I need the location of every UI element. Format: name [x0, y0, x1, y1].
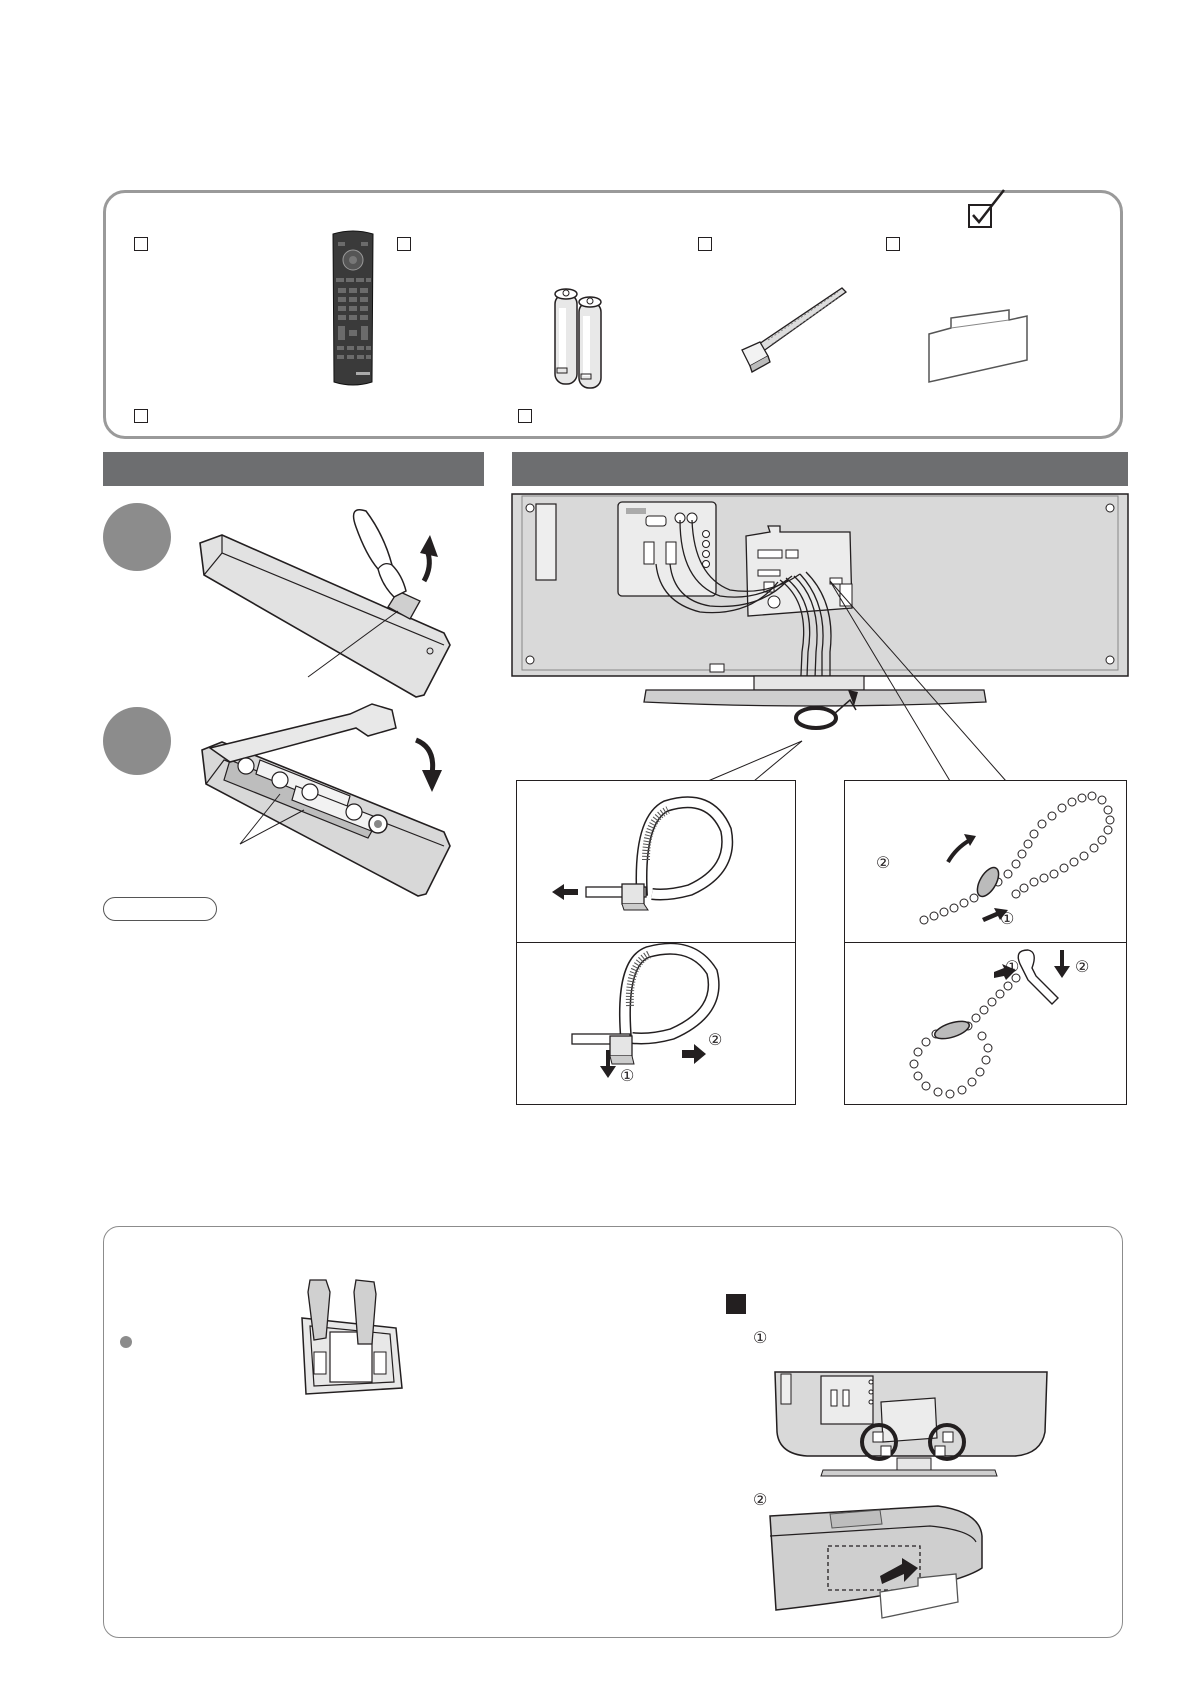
tie-step-1-marker: ① — [620, 1068, 635, 1085]
accessory-checkbox-cover-plate[interactable] — [886, 237, 900, 251]
step-2-badge — [103, 707, 171, 775]
cable-tie-release-icon — [550, 800, 740, 926]
accessory-checkbox-item6[interactable] — [518, 409, 532, 423]
section-square-marker — [726, 1294, 746, 1314]
hook-step-2-marker: ② — [1075, 959, 1090, 976]
accessory-checkbox-item5[interactable] — [134, 409, 148, 423]
bullet-dot — [120, 1336, 132, 1348]
step-1-badge — [103, 503, 171, 571]
remote-insert-batteries-icon — [200, 700, 462, 896]
hook-step-1-marker: ① — [1005, 959, 1020, 976]
note-badge — [103, 897, 217, 921]
zoom-connector-lines — [690, 575, 1050, 781]
accessory-checkbox-cable-tie[interactable] — [698, 237, 712, 251]
remote-open-cover-icon — [198, 505, 460, 700]
mount-step-1-marker: ① — [753, 1330, 768, 1347]
chain-step-2-marker: ② — [876, 855, 891, 872]
cover-plate-insert-icon — [770, 1506, 1006, 1626]
cable-section-header — [512, 452, 1128, 486]
accessory-checkbox-batteries[interactable] — [397, 237, 411, 251]
cable-tie-icon — [738, 284, 848, 372]
tie-step-2-marker: ② — [708, 1032, 723, 1049]
check-mark-icon — [968, 190, 1008, 230]
accessory-checkbox-remote[interactable] — [134, 237, 148, 251]
chain-step-1-marker: ① — [1000, 911, 1015, 928]
mount-step-2-marker: ② — [753, 1492, 768, 1509]
battery-icon — [553, 284, 605, 390]
wall-bracket-icon — [296, 1278, 408, 1398]
tv-stand-screws-icon — [775, 1372, 1047, 1478]
remote-control-icon — [330, 230, 376, 388]
cable-tie-fasten-icon — [572, 946, 732, 1080]
battery-section-header — [103, 452, 484, 486]
cover-plate-icon — [925, 308, 1031, 384]
bead-chain-hook-icon — [890, 948, 1090, 1100]
bead-chain-open-icon — [912, 790, 1116, 930]
